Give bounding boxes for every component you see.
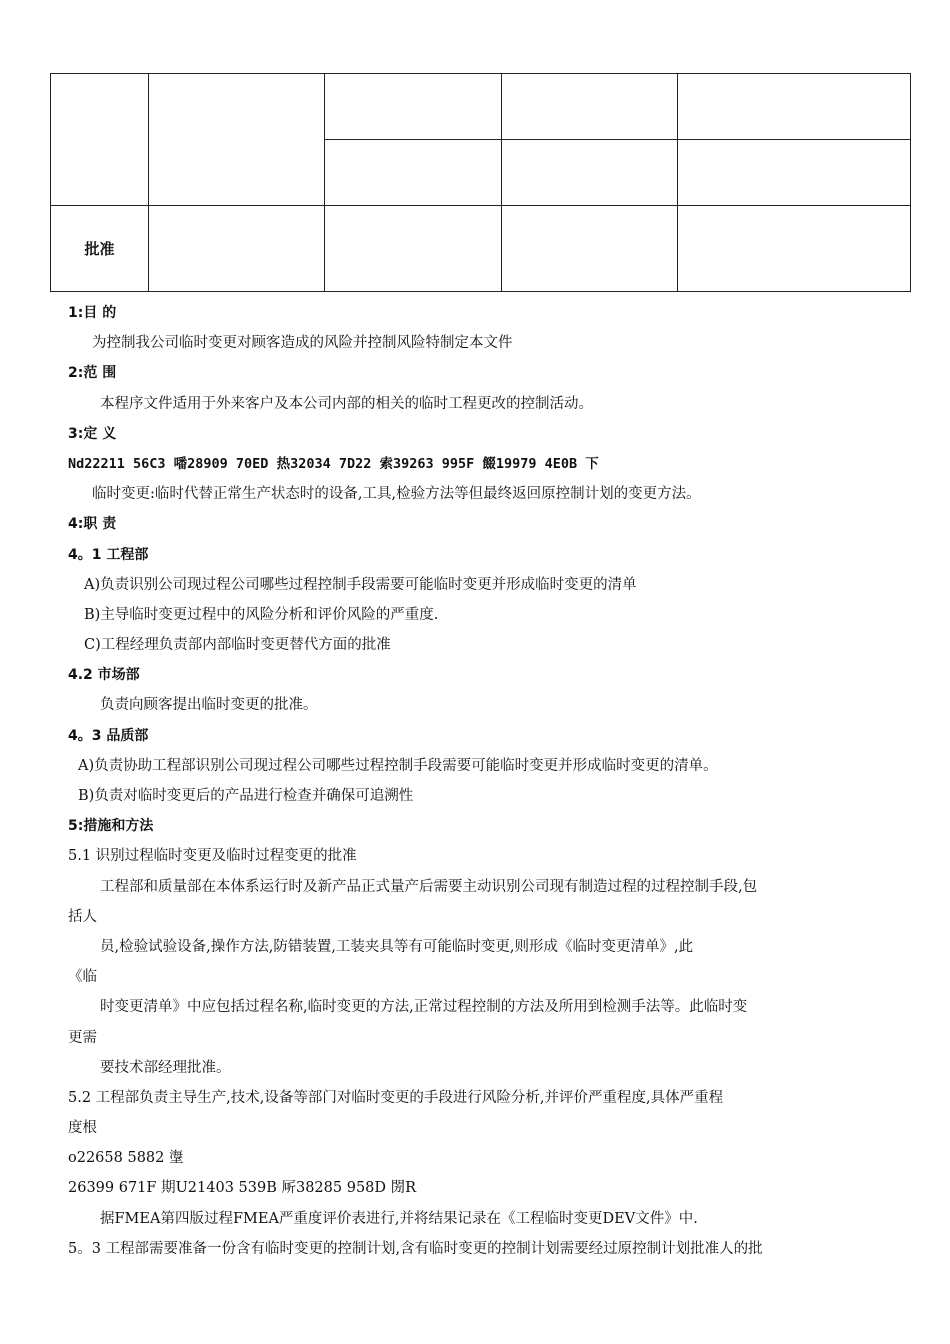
marketing-duty-text: 负责向顾客提出临时变更的批准。 [100, 697, 318, 714]
subsection-5-1-heading: 5.1 识别过程临时变更及临时过程变更的批准 [68, 848, 357, 865]
subsection-marketing-heading: 4.2 市场部 [68, 667, 140, 684]
quality-duty-b: B)负责对临时变更后的产品进行检查并确保可追溯性 [78, 788, 414, 804]
para-5-1-line-3: 时变更清单》中应包括过程名称,临时变更的方法,正常过程控制的方法及所用到检测手法等。此临时变 [100, 999, 748, 1016]
encoding-artifact-line: 26399 671F 期U21403 539B 厛38285 958D 閍R [68, 1180, 417, 1197]
table-cell [678, 74, 911, 140]
section-duties-heading: 4:职 责 [68, 516, 117, 533]
section-purpose-heading: 1:目 的 [68, 305, 117, 321]
section-definition-text: 临时变更:临时代替正常生产状态时的设备,工具,检验方法等但最终返回原控制计划的变更方法。 [92, 486, 701, 503]
engineering-duty-b: B)主导临时变更过程中的风险分析和评价风险的严重度. [84, 606, 439, 623]
para-5-1-line-1: 工程部和质量部在本体系运行时及新产品正式量产后需要主动识别公司现有制造过程的过程控制手段,包 [100, 878, 758, 895]
table-cell [678, 140, 911, 206]
section-scope-text: 本程序文件适用于外来客户及本公司内部的相关的临时工程更改的控制活动。 [100, 395, 593, 412]
document-body [68, 298, 888, 1264]
approve-label: 批准 [51, 206, 149, 292]
encoding-artifact-line: Nd22211 56C3 噃28909 70ED 热32034 7D22 索39263 995F 餟19979 4E0B 下 [68, 455, 599, 472]
table-cell [325, 206, 502, 292]
para-5-2-line-2: 据FMEA第四版过程FMEA严重度评价表进行,并将结果记录在《工程临时变更DEV文件》中. [100, 1210, 698, 1227]
table-cell [502, 74, 678, 140]
approve-signature-cell [149, 206, 325, 292]
table-cell [325, 140, 502, 206]
section-definition-heading: 3:定 义 [68, 425, 117, 442]
section-scope-heading: 2:范 围 [68, 365, 117, 382]
section-purpose-text: 为控制我公司临时变更对顾客造成的风险并控制风险特制定本文件 [92, 335, 513, 352]
para-5-1-line-4: 要技术部经理批准。 [100, 1059, 231, 1076]
para-5-1-line-2-cont: 《临 [68, 969, 97, 986]
subsection-quality-heading: 4。3 品质部 [68, 727, 149, 744]
engineering-duty-c: C)工程经理负责部内部临时变更替代方面的批准 [84, 637, 391, 654]
para-5-1-line-2: 员,检验试验设备,操作方法,防错装置,工装夹具等有可能临时变更,则形成《临时变更清单》,此 [100, 938, 694, 955]
para-5-1-line-3-cont: 更需 [68, 1029, 97, 1046]
section-methods-heading: 5:措施和方法 [68, 818, 154, 835]
quality-duty-a: A)负责协助工程部识别公司现过程公司哪些过程控制手段需要可能临时变更并形成临时变更的清单。 [78, 757, 718, 774]
table-cell [502, 206, 678, 292]
table-cell [502, 140, 678, 206]
para-5-2-line-1: 5.2 工程部负责主导生产,技术,设备等部门对临时变更的手段进行风险分析,并评价严重程度,具体严重程 [68, 1089, 724, 1106]
para-5-3-line-1: 5。3 工程部需要准备一份含有临时变更的控制计划,含有临时变更的控制计划需要经过原控制计划批准人的批 [68, 1240, 763, 1257]
table-cell [51, 74, 149, 206]
para-5-1-line-1-cont: 括人 [68, 908, 97, 925]
engineering-duty-a: A)负责识别公司现过程公司哪些过程控制手段需要可能临时变更并形成临时变更的清单 [84, 576, 637, 593]
approval-table [50, 73, 911, 292]
subsection-engineering-heading: 4。1 工程部 [68, 546, 149, 563]
table-cell [678, 206, 911, 292]
table-cell [149, 74, 325, 206]
para-5-2-line-1-cont: 度根 [68, 1120, 97, 1137]
table-cell [325, 74, 502, 140]
encoding-artifact-line: o22658 5882 塰 [68, 1150, 184, 1167]
